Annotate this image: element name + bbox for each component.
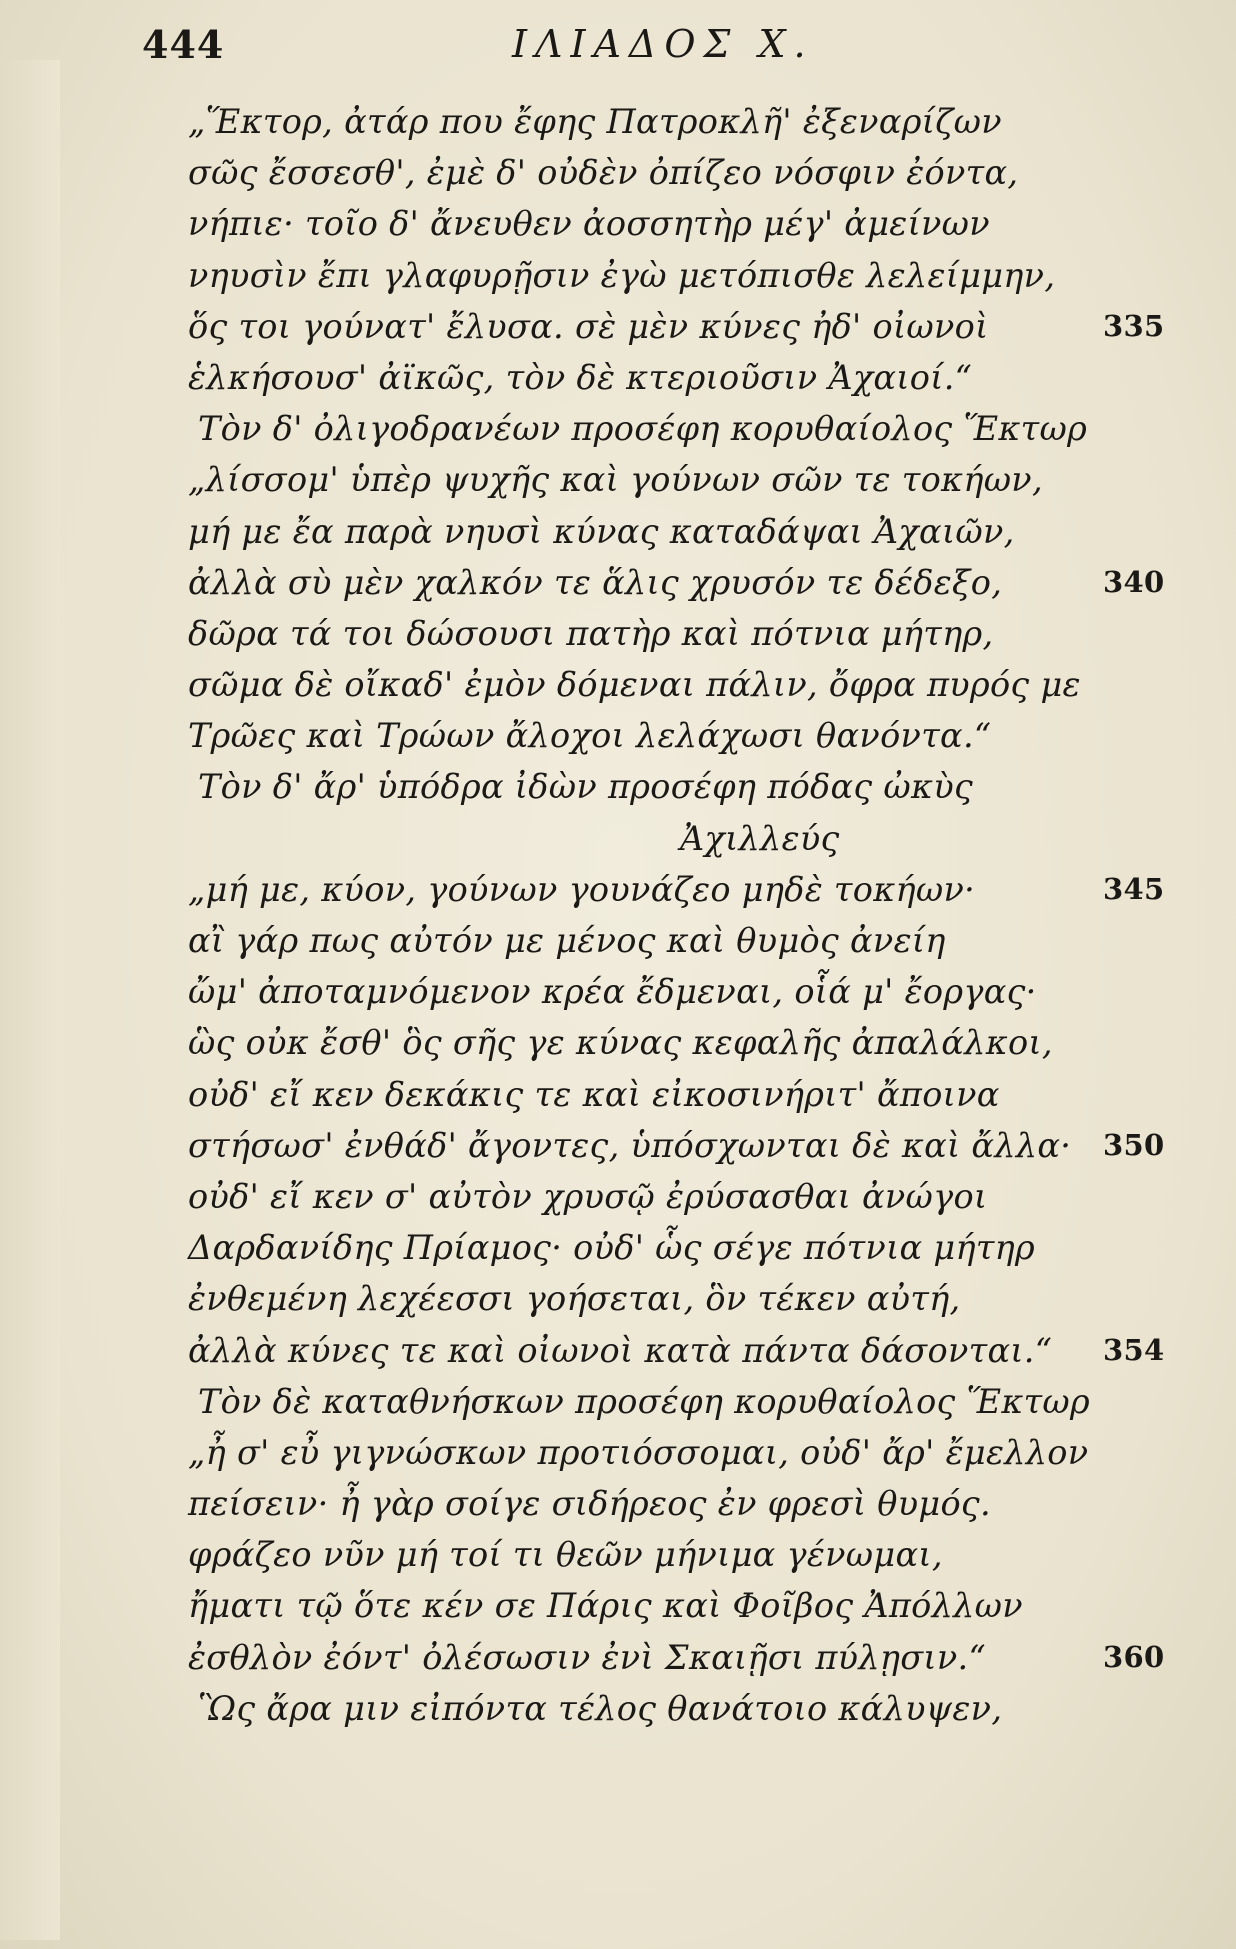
- page-number: 444: [142, 22, 225, 67]
- verse-line: [0, 710, 1236, 761]
- verse-text: ἐσθλὸν ἐόντ' ὀλέσωσιν ἐνὶ Σκαιῇσι πύλῃσιν.“: [188, 1637, 986, 1677]
- verse-text: Τὸν δ' ὀλιγοδρανέων προσέφη κορυθαίολος Ἕκτωρ: [198, 409, 1088, 449]
- verse-text: Τὸν δὲ καταθνήσκων προσέφη κορυθαίολος Ἕκτωρ: [198, 1381, 1090, 1421]
- verse-line: [0, 1069, 1236, 1120]
- verse-text: πείσειν· ἦ γὰρ σοίγε σιδήρεος ἐν φρεσὶ θυμός.: [188, 1484, 991, 1524]
- verse-text: Τὸν δ' ἄρ' ὑπόδρα ἰδὼν προσέφη πόδας ὠκὺς: [198, 767, 974, 807]
- verse-line: [0, 1529, 1236, 1580]
- verse-text: Τρῶες καὶ Τρώων ἄλοχοι λελάχωσι θανόντα.“: [188, 716, 992, 756]
- verse-line: [0, 96, 1236, 147]
- running-title: ΙΛΙΑΔΟΣ Χ.: [512, 22, 814, 66]
- verse-text: σῶμα δὲ οἴκαδ' ἐμὸν δόμεναι πάλιν, ὄφρα πυρός με: [188, 665, 1081, 705]
- verse-text: Ἀχιλλεύς: [680, 818, 840, 858]
- verse-line: [0, 1017, 1236, 1068]
- verse-text: ἀλλὰ σὺ μὲν χαλκόν τε ἅλις χρυσόν τε δέδεξο,: [188, 562, 1003, 602]
- verse-text: νήπιε· τοῖο δ' ἄνευθεν ἀοσσητὴρ μέγ' ἀμείνων: [188, 204, 990, 244]
- verse-line: [0, 761, 1236, 812]
- verse-text: ὅς τοι γούνατ' ἔλυσα. σὲ μὲν κύνες ἠδ' οἰωνοὶ: [188, 306, 989, 346]
- verse-line: [0, 659, 1236, 710]
- verse-line: [0, 1478, 1236, 1529]
- verse-line: [0, 1273, 1236, 1324]
- verse-text: Δαρδανίδης Πρίαμος· οὐδ' ὧς σέγε πότνια μήτηρ: [188, 1228, 1036, 1268]
- verse-text: ἀλλὰ κύνες τε καὶ οἰωνοὶ κατὰ πάντα δάσονται.“: [188, 1330, 1053, 1370]
- verse-line: [0, 403, 1236, 454]
- verse-line: [0, 813, 1236, 864]
- line-number: 340: [1103, 564, 1165, 599]
- verse-text: αἲ γάρ πως αὐτόν με μένος καὶ θυμὸς ἀνείη: [188, 921, 946, 960]
- verse-line: [0, 1120, 1236, 1171]
- verse-text: Ὣς ἄρα μιν εἰπόντα τέλος θανάτοιο κάλυψεν,: [198, 1688, 1003, 1728]
- running-header: [142, 22, 1156, 82]
- verse-line: [0, 301, 1236, 352]
- verse-text: „Ἕκτορ, ἀτάρ που ἔφης Πατροκλῆ' ἐξεναρίζων: [188, 102, 1002, 141]
- verse-line: [0, 1683, 1236, 1734]
- verse-text: ἑλκήσουσ' ἀϊκῶς, τὸν δὲ κτεριοῦσιν Ἀχαιοί.“: [188, 357, 973, 397]
- verse-line: [0, 1222, 1236, 1273]
- verse-line: [0, 352, 1236, 403]
- verse-line: [0, 915, 1236, 966]
- verse-text: ἐνθεμένη λεχέεσσι γοήσεται, ὃν τέκεν αὐτή,: [188, 1279, 961, 1319]
- verse-line: [0, 250, 1236, 301]
- verse-text: ἤματι τῷ ὅτε κέν σε Πάρις καὶ Φοῖβος Ἀπόλλων: [188, 1586, 1023, 1626]
- verse-text: στήσωσ' ἐνθάδ' ἄγοντες, ὑπόσχωνται δὲ καὶ ἄλλα·: [188, 1125, 1072, 1165]
- verse-line: [0, 1580, 1236, 1631]
- verse-line: [0, 506, 1236, 557]
- verse-line: [0, 557, 1236, 608]
- verse-text: „ἦ σ' εὖ γιγνώσκων προτιόσσομαι, οὐδ' ἄρ' ἔμελλον: [188, 1432, 1089, 1472]
- verse-line: [0, 454, 1236, 505]
- verse-text: φράζεο νῦν μή τοί τι θεῶν μήνιμα γένωμαι,: [188, 1535, 943, 1575]
- line-number: 335: [1103, 308, 1165, 343]
- verse-line: [0, 1427, 1236, 1478]
- verse-text: ὣς οὐκ ἔσθ' ὃς σῆς γε κύνας κεφαλῆς ἀπαλάλκοι,: [188, 1023, 1053, 1063]
- line-number: 354: [1103, 1332, 1165, 1367]
- verse-line: [0, 198, 1236, 249]
- verse-line: [0, 1632, 1236, 1683]
- verse-line: [0, 1171, 1236, 1222]
- line-number: 350: [1103, 1127, 1165, 1162]
- verse-line: [0, 1376, 1236, 1427]
- verse-text: νηυσὶν ἔπι γλαφυρῇσιν ἐγὼ μετόπισθε λελείμμην,: [188, 255, 1056, 295]
- verse-text: „μή με, κύον, γούνων γουνάζεο μηδὲ τοκήων·: [188, 869, 976, 909]
- verse-text: „λίσσομ' ὑπὲρ ψυχῆς καὶ γούνων σῶν τε τοκήων,: [188, 460, 1043, 500]
- verse-text: δῶρα τά τοι δώσουσι πατὴρ καὶ πότνια μήτηρ,: [188, 613, 994, 653]
- line-number: 360: [1103, 1639, 1165, 1674]
- verse-text: οὐδ' εἴ κεν σ' αὐτὸν χρυσῷ ἐρύσασθαι ἀνώγοι: [188, 1176, 988, 1216]
- line-number: 345: [1103, 871, 1165, 906]
- verse-text: μή με ἔα παρὰ νηυσὶ κύνας καταδάψαι Ἀχαιῶν,: [188, 511, 1015, 551]
- verse-text: ὤμ' ἀποταμνόμενον κρέα ἔδμεναι, οἷά μ' ἔοργας·: [188, 972, 1037, 1012]
- verse-text: σῶς ἔσσεσθ', ἐμὲ δ' οὐδὲν ὀπίζεο νόσφιν ἐόντα,: [188, 153, 1019, 193]
- verse-line: [0, 147, 1236, 198]
- verse-line: [0, 608, 1236, 659]
- verse-line: [0, 966, 1236, 1017]
- verse-text: οὐδ' εἴ κεν δεκάκις τε καὶ εἰκοσινήριτ' ἄποινα: [188, 1074, 1000, 1114]
- verse-block: [0, 96, 1236, 1734]
- verse-line: [0, 1325, 1236, 1376]
- verse-line: [0, 864, 1236, 915]
